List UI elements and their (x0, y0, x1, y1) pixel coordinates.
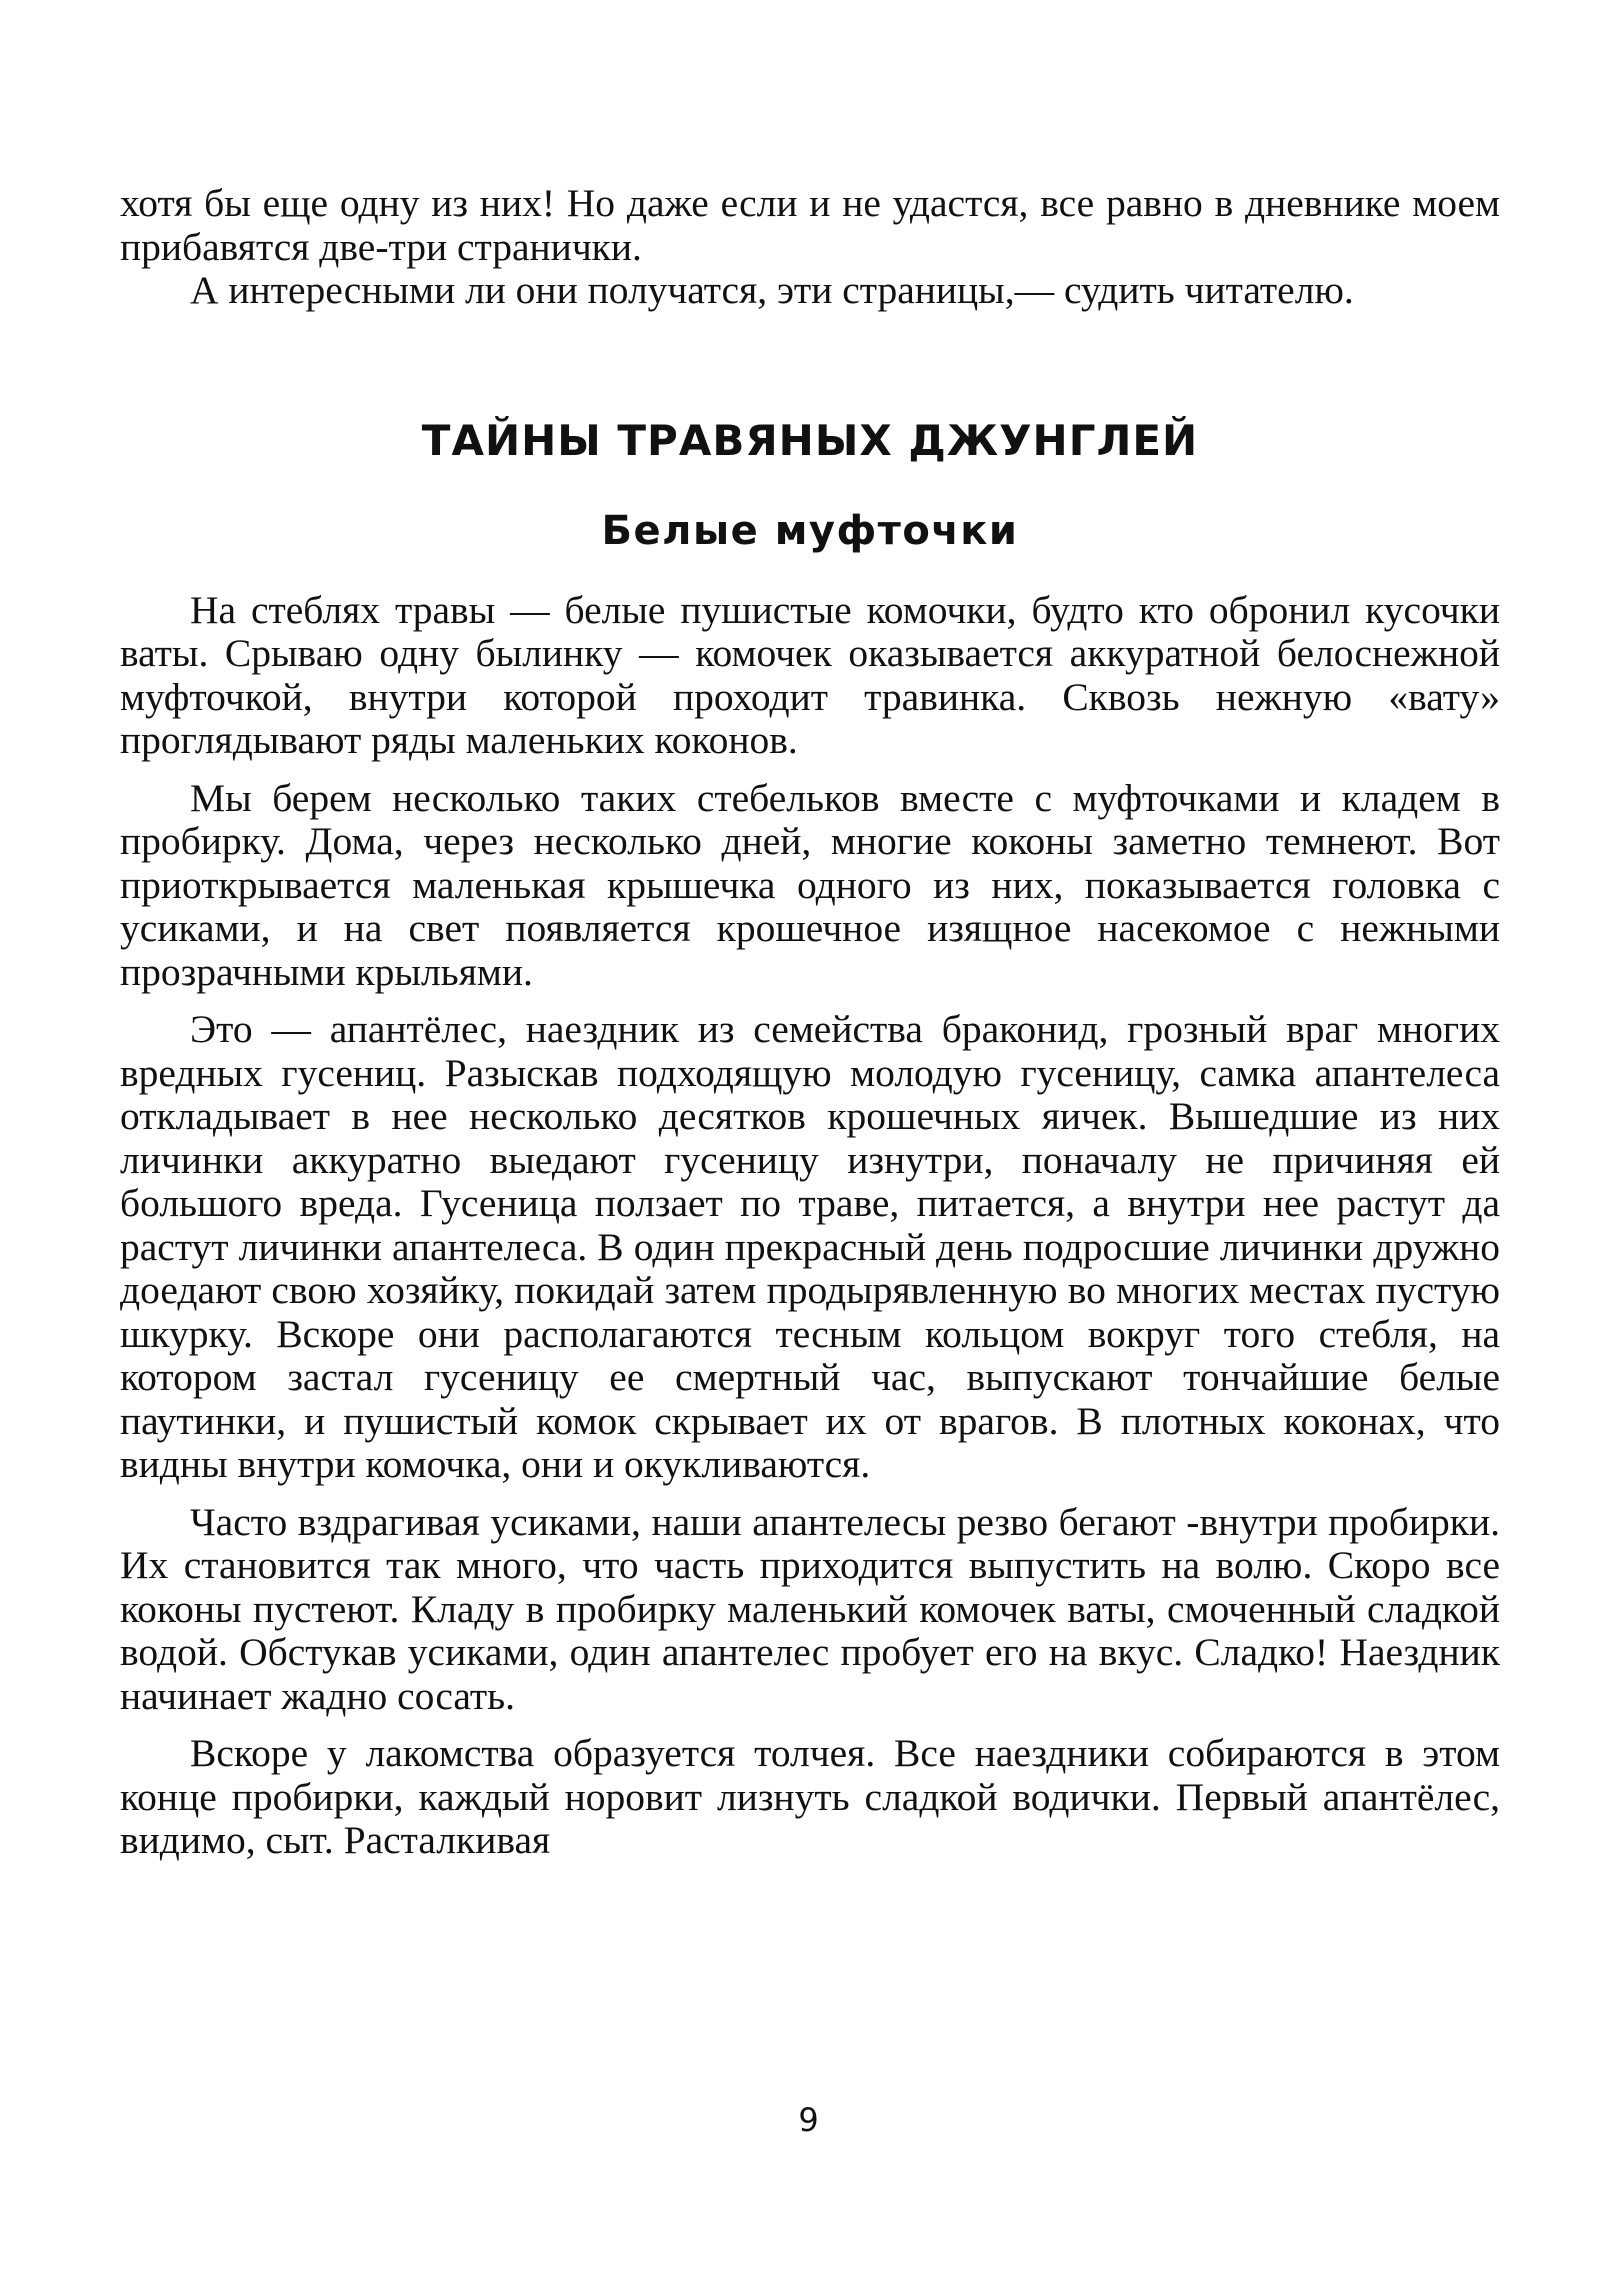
section-title: Белые муфточки (601, 507, 1019, 554)
chapter-title: ТАЙНЫ ТРАВЯНЫХ ДЖУНГЛЕЙ (421, 415, 1199, 465)
body-paragraph-3: Это — апантёлес, наездник из семейства браконид, грозный враг многих вредных гусениц. Разыскав подходящую молодую гусеницу, самка апантелеса откладывает в нее несколько десятков крошечных яичек. Вышедшие из них личинки аккуратно выедают гусеницу изнутри, поначалу не причиняя ей большого вреда. Гусеница ползает по траве, питается, а внутри нее растут да растут личинки апантелеса. В один прекрасный день подросшие личинки дружно доедают свою хозяйку, покидай затем продырявленную во многих местах пустую шкурку. Вскоре они располагаются тесным кольцом вокруг того стебля, на котором застал гусеницу ее смертный час, выпускают тончайшие белые паутинки, и пушистый комок скрывает их от врагов. В плотных коконах, что видны внутри комочка, они и окукливаются. (120, 1007, 1500, 1486)
intro-paragraph-1: хотя бы еще одну из них! Но даже если и не удастся, все равно в дневнике моем прибавятся две-три странички. (120, 181, 1500, 269)
page-text-block (120, 182, 1500, 1863)
page-number: 9 (798, 2101, 819, 2139)
body-paragraph-2: Мы берем несколько таких стебельков вместе с муфточками и кладем в пробирку. Дома, через несколько дней, многие коконы заметно темнеют. Вот приоткрывается маленькая крышечка одного из них, показывается головка с усиками, и на свет появляется крошечное изящное насекомое с нежными прозрачными крыльями. (120, 775, 1500, 994)
body-paragraph-4: Часто вздрагивая усиками, наши апантелесы резво бегают -внутри пробирки. Их становится так много, что часть приходится выпустить на волю. Скоро все коконы пустеют. Кладу в пробирку маленький комочек ваты, смоченный сладкой водой. Обстукав усиками, один апантелес пробует его на вкус. Сладко! Наездник начинает жадно сосать. (120, 1499, 1500, 1718)
body-paragraph-1: На стеблях травы — белые пушистые комочки, будто кто обронил кусочки ваты. Срываю одну былинку — комочек оказывается аккуратной белоснежной муфточкой, внутри которой проходит травинка. Сквозь нежную «вату» проглядывают ряды маленьких коконов. (120, 587, 1500, 762)
intro-paragraph-2: А интересными ли они получатся, эти страницы,— судить читателю. (190, 268, 1354, 312)
body-paragraph-5: Вскоре у лакомства образуется толчея. Все наездники собираются в этом конце пробирки, каждый норовит лизнуть сладкой водички. Первый апантёлес, видимо, сыт. Расталкивая (120, 1731, 1500, 1862)
